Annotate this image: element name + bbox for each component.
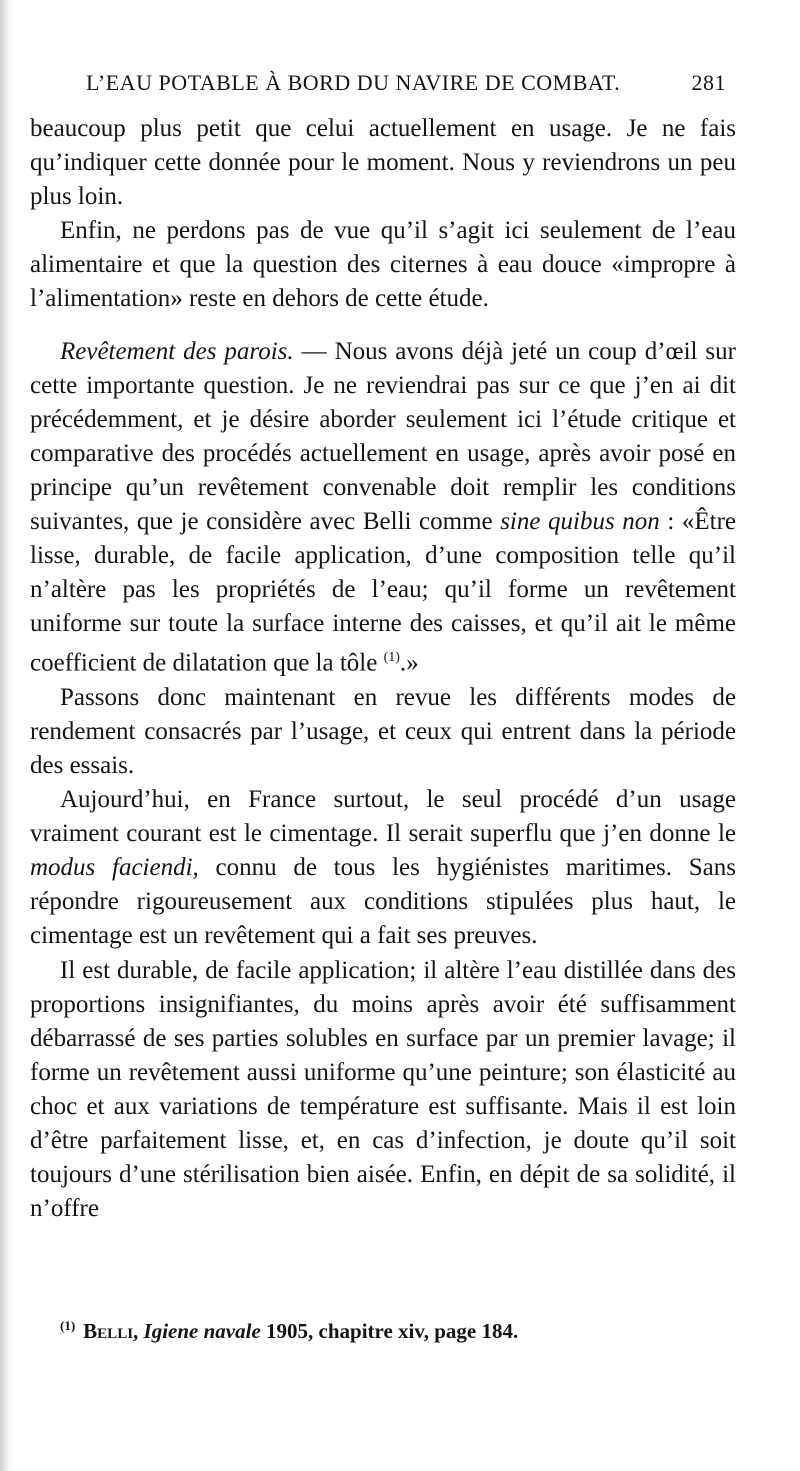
paragraph-text: Il est durable, de facile application; il altère l’eau distillée dans des proportions insignifiantes, du moins après avoir été suffisamment débarrassé de ses parties solubles en surface par un premier lavage; il forme un revêtement aussi uniforme qu’une peinture; son élasticité au choc et aux variations de température est suffisante. Mais il est loin d’être parfaitement lisse, et, en cas d’infection, je doute qu’il soit toujours d’une stérilisation bien aisée. Enfin, en dépit de sa solidité, il n’offre — [30, 956, 736, 1223]
paragraph-continuation — [30, 112, 736, 214]
quote-closing: .» — [399, 649, 419, 677]
page-number: 281 — [691, 70, 726, 95]
footnote-author: Belli — [83, 1319, 134, 1343]
paragraph-text: : «Être lisse, durable, de facile application, d’une composition telle qu’il n’altère pas les propriétés de l’eau; qu’il forme un revêtement uniforme sur toute la surface interne des caisses, et qu’il ait le même coefficient de dilatation que la tôle — [30, 508, 737, 677]
italic-phrase: sine quibus non — [500, 508, 660, 536]
paragraph — [30, 214, 736, 316]
paragraph-text: beaucoup plus petit que celui actuellement en usage. Je ne fais qu’indiquer cette donnée pour le moment. Nous y reviendrons un peu plus loin. — [30, 115, 736, 211]
paragraph-text: connu de tous les hygiénistes maritimes. Sans répondre rigoureusement aux conditions stipulées plus haut, le cimentage est un revêtement qui a fait ses preuves. — [30, 854, 736, 950]
body-text — [30, 112, 736, 1226]
section-paragraph — [30, 335, 736, 681]
paragraph-text: Aujourd’hui, en France surtout, le seul procédé d’un usage vraiment courant est le cimentage. Il serait superflu que j’en donne le — [30, 786, 736, 848]
paragraph — [30, 783, 736, 953]
footnote-title: Igiene navale — [143, 1319, 261, 1343]
running-header — [86, 68, 726, 104]
paragraph — [30, 954, 736, 1227]
paragraph-text: Nous avons déjà jeté un coup d’œil sur cette importante question. Je ne reviendrai pas sur ce que j’en ai dit précédemment, et je désire aborder seulement ici l’étude critique et comparative des procédés actuellement en usage, après avoir posé en principe qu’un revêtement convenable doit remplir les conditions suivantes, que je considère avec Belli comme — [30, 337, 736, 536]
paragraph-text: Passons donc maintenant en revue les différents modes de rendement consacrés par l’usage, et ceux qui entrent dans la période des essais. — [30, 683, 736, 780]
footnote-separator: , — [133, 1319, 144, 1343]
footnote-rest: 1905, chapitre xiv, page 184. — [260, 1319, 519, 1343]
italic-phrase: modus faciendi, — [30, 854, 199, 882]
section-heading: Revêtement des parois. — [60, 337, 294, 365]
footnote-mark: (1) — [60, 1318, 76, 1333]
page-binding-shadow — [0, 0, 14, 1471]
footnote-reference[interactable]: (1) — [383, 650, 400, 666]
heading-dash: — — [293, 337, 335, 365]
paragraph — [30, 681, 736, 783]
running-title: L’EAU POTABLE À BORD DU NAVIRE DE COMBAT. — [86, 70, 621, 95]
footnote — [60, 1318, 750, 1344]
paragraph-text: Enfin, ne perdons pas de vue qu’il s’agit ici seulement de l’eau alimentaire et que la question des citernes à eau douce «impropre à l’alimentation» reste en dehors de cette étude. — [30, 217, 736, 313]
